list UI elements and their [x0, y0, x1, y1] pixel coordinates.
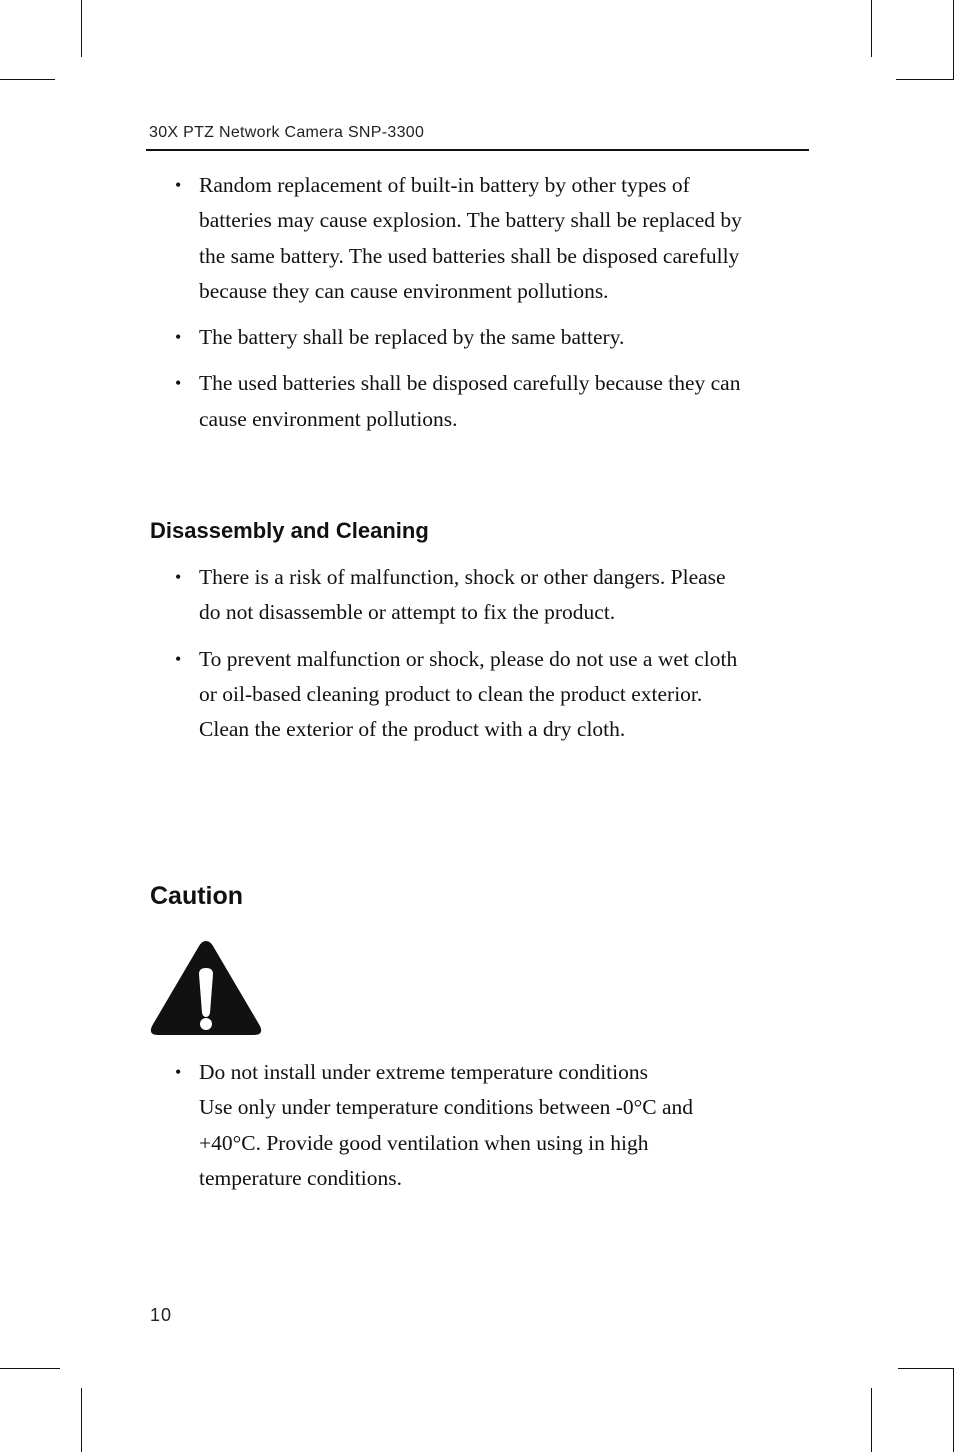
text-line: There is a risk of malfunction, shock or other dangers. Please: [199, 565, 726, 589]
bullet-dot: •: [175, 648, 182, 669]
disassembly-bullet-list: [0, 560, 954, 747]
running-header: 30X PTZ Network Camera SNP-3300: [149, 124, 425, 141]
crop-mark: [81, 1388, 82, 1452]
text-line: Do not install under extreme temperature conditions: [199, 1060, 648, 1084]
bullet-dot: •: [175, 373, 182, 394]
crop-mark: [0, 1368, 60, 1369]
text-line: do not disassemble or attempt to fix the product.: [199, 600, 616, 625]
text-line: +40°C. Provide good ventilation when using in high: [199, 1130, 649, 1155]
page-number: 10: [150, 1305, 173, 1325]
warning-triangle-icon: [148, 938, 264, 1039]
bullet-dot: •: [175, 1062, 182, 1082]
text-line: Random replacement of built-in battery by other types of: [199, 173, 690, 197]
text-line: Clean the exterior of the product with a dry cloth.: [199, 717, 626, 742]
text-line: To prevent malfunction or shock, please do not use a wet cloth: [199, 646, 738, 671]
crop-mark: [871, 0, 872, 57]
text-line: the same battery. The used batteries shall be disposed carefully: [199, 243, 740, 268]
bullet-dot: •: [175, 567, 182, 587]
bullet-dot: •: [175, 175, 182, 195]
text-line: batteries may cause explosion. The battery shall be replaced by: [199, 208, 742, 233]
crop-mark: [871, 1388, 872, 1452]
text-line: cause environment pollutions.: [199, 406, 458, 431]
crop-mark: [896, 79, 954, 80]
list-item: [0, 642, 800, 748]
list-item: [0, 1055, 800, 1196]
crop-mark: [0, 79, 55, 80]
list-item: [0, 320, 800, 355]
text-line: The battery shall be replaced by the same battery.: [199, 325, 625, 350]
list-item: [0, 560, 800, 631]
text-line: The used batteries shall be disposed carefully because they can: [199, 371, 741, 396]
battery-bullet-list: [0, 168, 954, 437]
caution-bullet-list: [0, 1055, 954, 1196]
header-rule: [146, 149, 809, 151]
list-item: [0, 168, 800, 309]
list-item: [0, 366, 800, 437]
text-line: temperature conditions.: [199, 1165, 402, 1190]
crop-mark: [81, 0, 82, 57]
text-line: because they can cause environment pollutions.: [199, 278, 609, 303]
section-heading-disassembly: Disassembly and Cleaning: [150, 518, 429, 543]
bullet-dot: •: [175, 327, 182, 348]
crop-mark: [898, 1368, 954, 1369]
text-line: or oil-based cleaning product to clean the product exterior.: [199, 681, 703, 706]
section-heading-caution: Caution: [150, 882, 244, 910]
text-line: Use only under temperature conditions between -0°C and: [199, 1095, 693, 1120]
